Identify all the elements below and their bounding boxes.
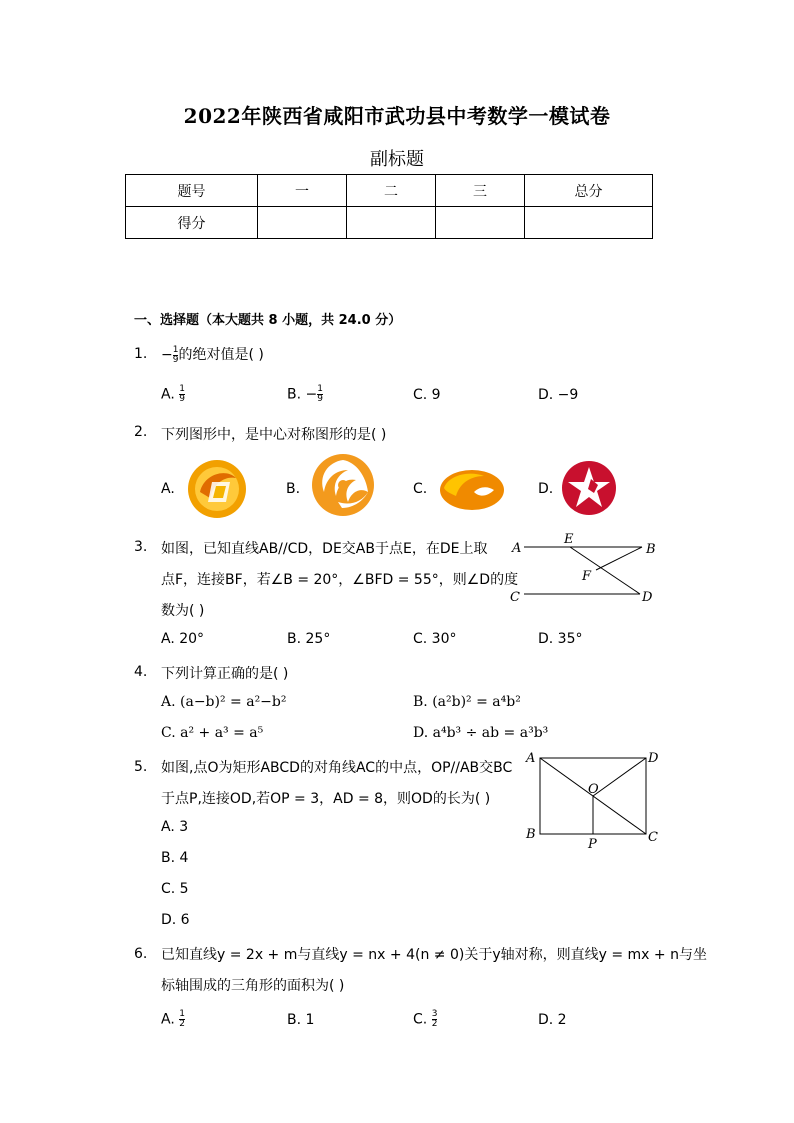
figure-label: C <box>648 830 658 845</box>
score-header-cell: 一 <box>258 175 347 207</box>
question-text <box>161 344 264 365</box>
option-c: C. 30° <box>413 631 457 647</box>
numerator: 3 <box>431 1009 438 1019</box>
figure-label: E <box>564 532 574 547</box>
fraction <box>317 385 323 404</box>
option-b: B. 25° <box>287 631 331 647</box>
score-cell <box>347 207 436 239</box>
option-b-label: B. <box>286 481 301 497</box>
denominator: 9 <box>179 394 185 404</box>
option-a: A. 20° <box>161 631 205 647</box>
option-c-label: C. <box>413 481 428 497</box>
figure-label: D <box>642 590 653 605</box>
minus-sign: − <box>161 347 173 363</box>
question-number: 6. <box>134 946 148 962</box>
fraction <box>179 385 185 404</box>
score-header-cell: 总分 <box>525 175 653 207</box>
figure-label: B <box>526 827 536 842</box>
score-header-cell: 二 <box>347 175 436 207</box>
question-stem: 的绝对值是( ) <box>178 347 264 363</box>
question-line: 于点P,连接OD,若OP = 3，AD = 8，则OD的长为( ) <box>161 791 491 807</box>
figure-label: P <box>588 837 597 850</box>
section-heading: 一、选择题（本大题共 8 小题，共 24.0 分） <box>134 313 402 328</box>
denominator: 9 <box>317 394 323 404</box>
question-line: 如图,点O为矩形ABCD的对角线AC的中点，OP//AB交BC <box>161 760 513 776</box>
question-number: 4. <box>134 664 148 680</box>
q3-figure <box>506 530 664 606</box>
score-row-label: 得分 <box>126 207 258 239</box>
score-cell <box>258 207 347 239</box>
question-line: 标轴围成的三角形的面积为( ) <box>161 978 345 994</box>
question-text: 下列计算正确的是( ) <box>161 666 289 682</box>
score-header-cell: 题号 <box>126 175 258 207</box>
option-a: A. 3 <box>161 819 189 835</box>
option-d: D. a⁴b³ ÷ ab = a³b³ <box>413 725 549 741</box>
option-c: C. 9 <box>413 387 441 403</box>
figure-label: D <box>648 751 659 766</box>
option-d: D. 2 <box>538 1012 567 1028</box>
question-number: 3. <box>134 539 148 555</box>
score-cell <box>525 207 653 239</box>
option-label: A. <box>161 386 175 403</box>
denominator: 2 <box>431 1019 438 1029</box>
numerator: 1 <box>179 384 185 394</box>
option-label: C. <box>413 1011 428 1028</box>
minus-sign: − <box>305 386 318 403</box>
option-b: B. (a²b)² = a⁴b² <box>413 694 521 710</box>
question-number: 5. <box>134 759 148 775</box>
score-header-cell: 三 <box>436 175 525 207</box>
option-b <box>287 385 323 404</box>
option-a <box>161 1010 185 1029</box>
denominator: 2 <box>179 1019 185 1029</box>
question-text: 下列图形中，是中心对称图形的是( ) <box>161 427 387 443</box>
option-d: D. 35° <box>538 631 583 647</box>
option-b: B. 1 <box>287 1012 315 1028</box>
figure-label: O <box>588 782 599 797</box>
score-cell <box>436 207 525 239</box>
option-d-label: D. <box>538 481 554 497</box>
score-table-header-row <box>126 175 653 207</box>
phoenix-logo-icon <box>308 452 378 518</box>
exam-title: 2022年陕西省咸阳市武功县中考数学一模试卷 <box>183 104 611 128</box>
swirl-logo-icon <box>186 458 248 520</box>
numerator: 1 <box>172 344 179 355</box>
exam-subtitle: 副标题 <box>370 149 424 170</box>
option-a: A. (a−b)² = a²−b² <box>161 694 287 710</box>
question-number: 2. <box>134 424 148 440</box>
question-line: 数为( ) <box>161 603 205 619</box>
question-line: 如图，已知直线AB//CD，DE交AB于点E，在DE上取 <box>161 541 488 557</box>
fraction <box>179 1010 185 1029</box>
option-c: C. a² + a³ = a⁵ <box>161 725 264 741</box>
numerator: 1 <box>317 384 323 394</box>
score-table <box>125 174 653 239</box>
option-label: B. <box>287 386 302 403</box>
option-d: D. −9 <box>538 387 579 403</box>
question-line: 已知直线y = 2x + m与直线y = nx + 4(n ≠ 0)关于y轴对称，则直线y = mx + n与坐 <box>161 947 707 963</box>
option-d: D. 6 <box>161 912 190 928</box>
figure-label: C <box>510 590 520 605</box>
option-c: C. 5 <box>161 881 189 897</box>
figure-label: B <box>646 542 656 557</box>
q5-figure <box>520 748 666 850</box>
question-line: 点F，连接BF，若∠B = 20°，∠BFD = 55°，则∠D的度 <box>161 572 519 588</box>
figure-label: A <box>526 751 536 766</box>
score-table-row <box>126 207 653 239</box>
option-b: B. 4 <box>161 850 189 866</box>
figure-label: F <box>582 569 592 584</box>
denominator: 9 <box>172 354 179 365</box>
option-c <box>413 1010 437 1029</box>
option-a-label: A. <box>161 481 175 497</box>
figure-label: A <box>512 541 522 556</box>
fraction <box>432 1010 438 1029</box>
option-label: A. <box>161 1011 175 1028</box>
option-a <box>161 385 185 404</box>
question-number: 1. <box>134 346 148 362</box>
star-logo-icon <box>560 459 618 517</box>
numerator: 1 <box>179 1009 185 1019</box>
leaf-logo-icon <box>438 466 506 514</box>
